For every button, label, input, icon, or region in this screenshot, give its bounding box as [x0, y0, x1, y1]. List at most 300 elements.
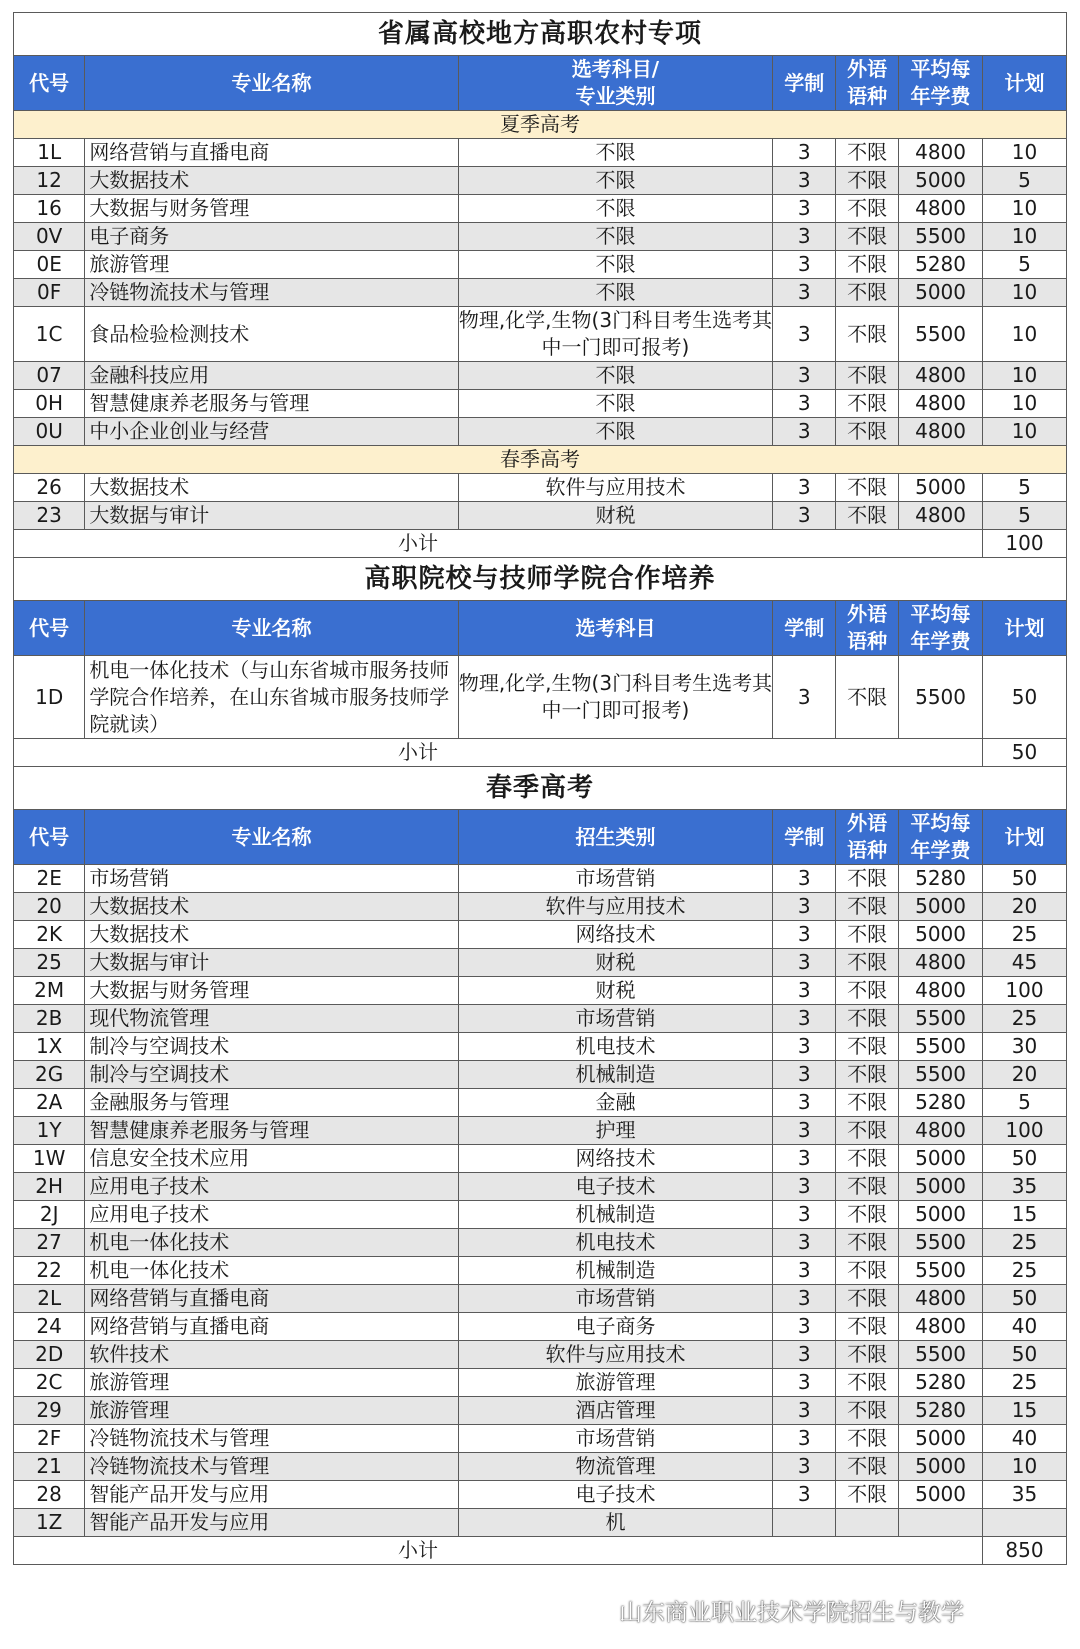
table-row	[14, 251, 1067, 279]
subject-cell: 物流管理	[458, 1453, 773, 1481]
plan-cell	[983, 1509, 1067, 1537]
tuition-cell: 5000	[899, 167, 983, 195]
duration-cell: 3	[773, 865, 836, 893]
plan-cell: 10	[983, 1453, 1067, 1481]
major-name-cell: 软件技术	[85, 1341, 458, 1369]
table-row	[14, 1481, 1067, 1509]
code-cell: 2D	[14, 1341, 85, 1369]
major-name-cell: 电子商务	[85, 223, 458, 251]
major-name-cell: 大数据与财务管理	[85, 195, 458, 223]
major-name-cell: 网络营销与直播电商	[85, 1313, 458, 1341]
column-header: 平均每 年学费	[899, 810, 983, 865]
subtotal-label: 小计	[14, 1537, 983, 1565]
subtotal-label: 小计	[14, 530, 983, 558]
plan-cell: 5	[983, 167, 1067, 195]
tuition-cell: 5000	[899, 1425, 983, 1453]
table-row	[14, 223, 1067, 251]
column-header: 外语 语种	[836, 810, 899, 865]
table-row	[14, 977, 1067, 1005]
column-header: 代号	[14, 56, 85, 111]
table-row	[14, 167, 1067, 195]
subtotal-label: 小计	[14, 739, 983, 767]
language-cell: 不限	[836, 1341, 899, 1369]
language-cell: 不限	[836, 921, 899, 949]
code-cell: 23	[14, 502, 85, 530]
tuition-cell: 5280	[899, 1089, 983, 1117]
duration-cell: 3	[773, 977, 836, 1005]
major-name-cell: 金融服务与管理	[85, 1089, 458, 1117]
duration-cell: 3	[773, 1061, 836, 1089]
language-cell: 不限	[836, 1453, 899, 1481]
duration-cell	[773, 1509, 836, 1537]
duration-cell: 3	[773, 1173, 836, 1201]
tuition-cell: 4800	[899, 1313, 983, 1341]
column-header: 代号	[14, 601, 85, 656]
major-name-cell: 机电一体化技术（与山东省城市服务技师学院合作培养，在山东省城市服务技师学院就读）	[85, 656, 458, 739]
group-label: 春季高考	[14, 446, 1067, 474]
language-cell: 不限	[836, 1061, 899, 1089]
admission-plan-page	[13, 0, 1067, 1626]
column-header: 选考科目	[458, 601, 773, 656]
tuition-cell: 5500	[899, 656, 983, 739]
tuition-cell: 5000	[899, 1481, 983, 1509]
language-cell: 不限	[836, 949, 899, 977]
tuition-cell: 5000	[899, 1201, 983, 1229]
major-name-cell: 冷链物流技术与管理	[85, 279, 458, 307]
language-cell: 不限	[836, 279, 899, 307]
subtotal-row	[14, 530, 1067, 558]
code-cell: 16	[14, 195, 85, 223]
duration-cell: 3	[773, 921, 836, 949]
column-header-row	[14, 810, 1067, 865]
plan-cell: 40	[983, 1425, 1067, 1453]
tuition-cell: 4800	[899, 1117, 983, 1145]
table-row	[14, 502, 1067, 530]
code-cell: 22	[14, 1257, 85, 1285]
language-cell: 不限	[836, 167, 899, 195]
code-cell: 0E	[14, 251, 85, 279]
subtotal-row	[14, 1537, 1067, 1565]
tuition-cell: 5500	[899, 1257, 983, 1285]
plan-cell: 30	[983, 1033, 1067, 1061]
subject-cell: 机电技术	[458, 1229, 773, 1257]
table-row	[14, 1397, 1067, 1425]
plan-cell: 10	[983, 390, 1067, 418]
subject-cell: 电子技术	[458, 1173, 773, 1201]
section-title-row	[14, 558, 1067, 601]
duration-cell: 3	[773, 307, 836, 362]
language-cell: 不限	[836, 977, 899, 1005]
code-cell: 1L	[14, 139, 85, 167]
column-header: 专业名称	[85, 56, 458, 111]
language-cell: 不限	[836, 865, 899, 893]
table-row	[14, 195, 1067, 223]
tuition-cell: 5000	[899, 1145, 983, 1173]
plan-cell: 100	[983, 977, 1067, 1005]
subtotal-value: 100	[983, 530, 1067, 558]
language-cell: 不限	[836, 1033, 899, 1061]
column-header: 代号	[14, 810, 85, 865]
code-cell: 12	[14, 167, 85, 195]
subject-cell: 软件与应用技术	[458, 474, 773, 502]
table-row	[14, 1257, 1067, 1285]
subject-cell: 机械制造	[458, 1201, 773, 1229]
duration-cell: 3	[773, 418, 836, 446]
plan-cell: 25	[983, 1005, 1067, 1033]
duration-cell: 3	[773, 223, 836, 251]
language-cell: 不限	[836, 893, 899, 921]
table-row	[14, 1229, 1067, 1257]
table-row	[14, 1173, 1067, 1201]
table-row	[14, 139, 1067, 167]
tuition-cell: 4800	[899, 949, 983, 977]
language-cell: 不限	[836, 1117, 899, 1145]
table-row	[14, 1145, 1067, 1173]
language-cell: 不限	[836, 418, 899, 446]
code-cell: 28	[14, 1481, 85, 1509]
language-cell: 不限	[836, 223, 899, 251]
major-name-cell: 冷链物流技术与管理	[85, 1453, 458, 1481]
code-cell: 2B	[14, 1005, 85, 1033]
language-cell: 不限	[836, 195, 899, 223]
group-label: 夏季高考	[14, 111, 1067, 139]
subject-cell: 机械制造	[458, 1061, 773, 1089]
duration-cell: 3	[773, 195, 836, 223]
duration-cell: 3	[773, 1257, 836, 1285]
subtotal-row	[14, 739, 1067, 767]
section-title: 高职院校与技师学院合作培养	[14, 558, 1067, 601]
language-cell: 不限	[836, 502, 899, 530]
code-cell: 2C	[14, 1369, 85, 1397]
code-cell: 21	[14, 1453, 85, 1481]
column-header: 选考科目/ 专业类别	[458, 56, 773, 111]
table-row	[14, 1285, 1067, 1313]
code-cell: 20	[14, 893, 85, 921]
table-row	[14, 1117, 1067, 1145]
column-header: 专业名称	[85, 601, 458, 656]
tuition-cell: 5500	[899, 1229, 983, 1257]
language-cell: 不限	[836, 1397, 899, 1425]
plan-cell: 40	[983, 1313, 1067, 1341]
tuition-cell: 5000	[899, 474, 983, 502]
plan-cell: 5	[983, 1089, 1067, 1117]
code-cell: 26	[14, 474, 85, 502]
subject-cell: 不限	[458, 390, 773, 418]
major-name-cell: 制冷与空调技术	[85, 1033, 458, 1061]
language-cell: 不限	[836, 1285, 899, 1313]
table-row	[14, 893, 1067, 921]
table-row	[14, 1453, 1067, 1481]
major-name-cell: 大数据技术	[85, 893, 458, 921]
plan-cell: 50	[983, 1145, 1067, 1173]
language-cell: 不限	[836, 1173, 899, 1201]
plan-cell: 35	[983, 1173, 1067, 1201]
table-row	[14, 1341, 1067, 1369]
subject-cell: 网络技术	[458, 921, 773, 949]
language-cell: 不限	[836, 1425, 899, 1453]
duration-cell: 3	[773, 1481, 836, 1509]
tuition-cell: 4800	[899, 390, 983, 418]
tuition-cell: 5280	[899, 251, 983, 279]
section-title: 省属高校地方高职农村专项	[14, 13, 1067, 56]
subject-cell: 软件与应用技术	[458, 893, 773, 921]
duration-cell: 3	[773, 1285, 836, 1313]
plan-cell: 35	[983, 1481, 1067, 1509]
duration-cell: 3	[773, 167, 836, 195]
subject-cell: 不限	[458, 223, 773, 251]
major-name-cell: 机电一体化技术	[85, 1257, 458, 1285]
tuition-cell: 5000	[899, 1173, 983, 1201]
language-cell: 不限	[836, 1089, 899, 1117]
section-title-row	[14, 13, 1067, 56]
column-header-row	[14, 601, 1067, 656]
code-cell: 1C	[14, 307, 85, 362]
duration-cell: 3	[773, 1313, 836, 1341]
subject-cell: 不限	[458, 195, 773, 223]
major-name-cell: 旅游管理	[85, 1397, 458, 1425]
tuition-cell: 5000	[899, 921, 983, 949]
tuition-cell: 5500	[899, 307, 983, 362]
plan-cell: 25	[983, 1369, 1067, 1397]
code-cell: 0F	[14, 279, 85, 307]
major-name-cell: 应用电子技术	[85, 1173, 458, 1201]
plan-cell: 10	[983, 223, 1067, 251]
tuition-cell	[899, 1509, 983, 1537]
code-cell: 2J	[14, 1201, 85, 1229]
major-name-cell: 金融科技应用	[85, 362, 458, 390]
duration-cell: 3	[773, 251, 836, 279]
table-row	[14, 418, 1067, 446]
major-name-cell: 智慧健康养老服务与管理	[85, 390, 458, 418]
major-name-cell: 智能产品开发与应用	[85, 1481, 458, 1509]
column-header: 计划	[983, 601, 1067, 656]
subject-cell: 不限	[458, 279, 773, 307]
subject-cell: 物理,化学,生物(3门科目考生选考其中一门即可报考)	[458, 307, 773, 362]
plan-cell: 50	[983, 1285, 1067, 1313]
group-header-row	[14, 446, 1067, 474]
duration-cell: 3	[773, 139, 836, 167]
major-name-cell: 大数据技术	[85, 167, 458, 195]
subject-cell: 财税	[458, 949, 773, 977]
language-cell: 不限	[836, 1201, 899, 1229]
subject-cell: 护理	[458, 1117, 773, 1145]
language-cell: 不限	[836, 251, 899, 279]
plan-cell: 10	[983, 139, 1067, 167]
watermark	[589, 1594, 964, 1627]
table-row	[14, 307, 1067, 362]
tuition-cell: 5500	[899, 1033, 983, 1061]
plan-cell: 15	[983, 1397, 1067, 1425]
tuition-cell: 5500	[899, 1005, 983, 1033]
table-row	[14, 1089, 1067, 1117]
column-header: 外语 语种	[836, 601, 899, 656]
duration-cell: 3	[773, 1145, 836, 1173]
tuition-cell: 5500	[899, 1061, 983, 1089]
subject-cell: 金融	[458, 1089, 773, 1117]
plan-cell: 50	[983, 865, 1067, 893]
table-row	[14, 656, 1067, 739]
major-name-cell: 应用电子技术	[85, 1201, 458, 1229]
tuition-cell: 5000	[899, 1453, 983, 1481]
column-header: 平均每 年学费	[899, 601, 983, 656]
tuition-cell: 4800	[899, 977, 983, 1005]
subject-cell: 电子技术	[458, 1481, 773, 1509]
column-header: 平均每 年学费	[899, 56, 983, 111]
subtotal-value: 50	[983, 739, 1067, 767]
major-name-cell: 大数据技术	[85, 474, 458, 502]
subject-cell: 不限	[458, 167, 773, 195]
plan-cell: 25	[983, 921, 1067, 949]
code-cell: 1Y	[14, 1117, 85, 1145]
subject-cell: 财税	[458, 502, 773, 530]
language-cell: 不限	[836, 474, 899, 502]
major-name-cell: 市场营销	[85, 865, 458, 893]
subject-cell: 市场营销	[458, 1425, 773, 1453]
group-header-row	[14, 111, 1067, 139]
language-cell: 不限	[836, 1005, 899, 1033]
duration-cell: 3	[773, 893, 836, 921]
plan-cell: 15	[983, 1201, 1067, 1229]
table-row	[14, 474, 1067, 502]
language-cell: 不限	[836, 656, 899, 739]
subject-cell: 不限	[458, 418, 773, 446]
language-cell: 不限	[836, 1369, 899, 1397]
code-cell: 1D	[14, 656, 85, 739]
column-header-row	[14, 56, 1067, 111]
major-name-cell: 冷链物流技术与管理	[85, 1425, 458, 1453]
subtotal-value: 850	[983, 1537, 1067, 1565]
code-cell: 29	[14, 1397, 85, 1425]
duration-cell: 3	[773, 1453, 836, 1481]
section-title-row	[14, 767, 1067, 810]
tuition-cell: 4800	[899, 1285, 983, 1313]
major-name-cell: 现代物流管理	[85, 1005, 458, 1033]
table-row	[14, 1005, 1067, 1033]
plan-cell: 50	[983, 656, 1067, 739]
plan-cell: 10	[983, 362, 1067, 390]
table-row	[14, 949, 1067, 977]
duration-cell: 3	[773, 502, 836, 530]
major-name-cell: 智能产品开发与应用	[85, 1509, 458, 1537]
subject-cell: 机	[458, 1509, 773, 1537]
tuition-cell: 4800	[899, 418, 983, 446]
plan-cell: 5	[983, 251, 1067, 279]
major-name-cell: 大数据与审计	[85, 949, 458, 977]
language-cell: 不限	[836, 1481, 899, 1509]
language-cell: 不限	[836, 139, 899, 167]
major-name-cell: 食品检验检测技术	[85, 307, 458, 362]
duration-cell: 3	[773, 1201, 836, 1229]
code-cell: 25	[14, 949, 85, 977]
wechat-icon	[589, 1601, 615, 1623]
code-cell: 0V	[14, 223, 85, 251]
table-row	[14, 1369, 1067, 1397]
column-header: 学制	[773, 56, 836, 111]
table-body	[14, 13, 1067, 1565]
subject-cell: 市场营销	[458, 1285, 773, 1313]
table-row	[14, 390, 1067, 418]
subject-cell: 财税	[458, 977, 773, 1005]
plan-cell: 25	[983, 1257, 1067, 1285]
language-cell: 不限	[836, 362, 899, 390]
subject-cell: 酒店管理	[458, 1397, 773, 1425]
language-cell	[836, 1509, 899, 1537]
tuition-cell: 4800	[899, 195, 983, 223]
code-cell: 2M	[14, 977, 85, 1005]
duration-cell: 3	[773, 390, 836, 418]
duration-cell: 3	[773, 1089, 836, 1117]
major-name-cell: 旅游管理	[85, 1369, 458, 1397]
language-cell: 不限	[836, 390, 899, 418]
subject-cell: 旅游管理	[458, 1369, 773, 1397]
major-name-cell: 机电一体化技术	[85, 1229, 458, 1257]
duration-cell: 3	[773, 1033, 836, 1061]
plan-cell: 25	[983, 1229, 1067, 1257]
plan-cell: 20	[983, 893, 1067, 921]
column-header: 外语 语种	[836, 56, 899, 111]
major-name-cell: 网络营销与直播电商	[85, 1285, 458, 1313]
code-cell: 2K	[14, 921, 85, 949]
duration-cell: 3	[773, 1229, 836, 1257]
tuition-cell: 4800	[899, 139, 983, 167]
plan-cell: 10	[983, 279, 1067, 307]
plan-cell: 50	[983, 1341, 1067, 1369]
table-row	[14, 1061, 1067, 1089]
major-name-cell: 大数据与审计	[85, 502, 458, 530]
language-cell: 不限	[836, 307, 899, 362]
tuition-cell: 5000	[899, 893, 983, 921]
major-name-cell: 中小企业创业与经营	[85, 418, 458, 446]
table-row	[14, 1509, 1067, 1537]
duration-cell: 3	[773, 1397, 836, 1425]
watermark-text: 山东商业职业技术学院招生与教学	[619, 1600, 964, 1626]
tuition-cell: 5280	[899, 1397, 983, 1425]
code-cell: 0U	[14, 418, 85, 446]
table-row	[14, 1313, 1067, 1341]
subject-cell: 机械制造	[458, 1257, 773, 1285]
subject-cell: 电子商务	[458, 1313, 773, 1341]
plan-cell: 10	[983, 307, 1067, 362]
table-row	[14, 1033, 1067, 1061]
subject-cell: 市场营销	[458, 1005, 773, 1033]
code-cell: 2E	[14, 865, 85, 893]
subject-cell: 软件与应用技术	[458, 1341, 773, 1369]
duration-cell: 3	[773, 1425, 836, 1453]
plan-cell: 5	[983, 502, 1067, 530]
table-row	[14, 362, 1067, 390]
tuition-cell: 4800	[899, 502, 983, 530]
subject-cell: 物理,化学,生物(3门科目考生选考其中一门即可报考)	[458, 656, 773, 739]
plan-cell: 100	[983, 1117, 1067, 1145]
tuition-cell: 5280	[899, 865, 983, 893]
major-name-cell: 大数据技术	[85, 921, 458, 949]
plan-cell: 45	[983, 949, 1067, 977]
language-cell: 不限	[836, 1313, 899, 1341]
plan-cell: 5	[983, 474, 1067, 502]
table-row	[14, 865, 1067, 893]
subject-cell: 不限	[458, 362, 773, 390]
tuition-cell: 5500	[899, 1341, 983, 1369]
subject-cell: 不限	[458, 251, 773, 279]
code-cell: 07	[14, 362, 85, 390]
tuition-cell: 5000	[899, 279, 983, 307]
column-header: 招生类别	[458, 810, 773, 865]
duration-cell: 3	[773, 949, 836, 977]
code-cell: 0H	[14, 390, 85, 418]
column-header: 学制	[773, 601, 836, 656]
code-cell: 2H	[14, 1173, 85, 1201]
major-name-cell: 智慧健康养老服务与管理	[85, 1117, 458, 1145]
